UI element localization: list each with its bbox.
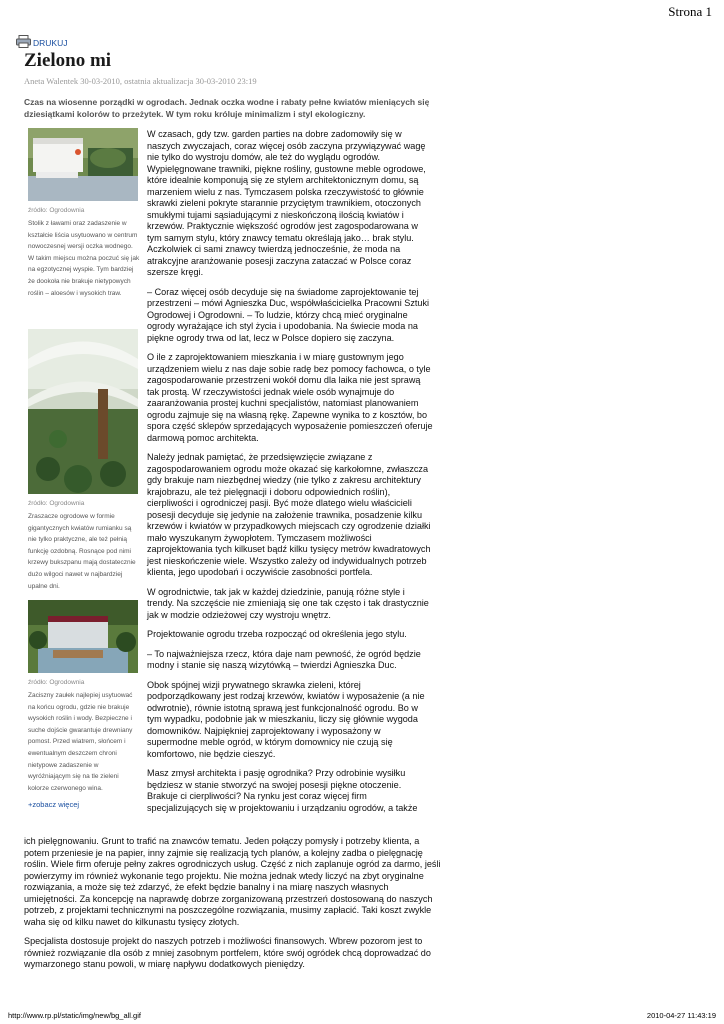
photo-source: źródło: Ogrodownia	[28, 679, 85, 686]
sidebar-figure-1	[28, 128, 140, 299]
see-more-link[interactable]: +zobacz więcej	[28, 800, 80, 810]
garden-photo-1	[28, 128, 138, 201]
article-paragraph: W czasach, gdy tzw. garden parties na dobre zadomowiły się w naszych zwyczajach, coraz więcej osób zaczyna przywiązywać wagę nie tylko do wystroju domów, ale też do wyglądu ogrodów. Wypielęgnowane trawniki, piękne rośliny, gustowne meble ogrodowe, które idealnie komponują się ze stylem architektonicznym domu, są marzeniem wielu z nas. Tymczasem polska rzeczywistość to głównie skrawki zieleni pokryte starannie przyciętym trawnikiem, otoczonych smukłymi tujami sąsiadującymi z nieskończoną ilością kwiatów i krzewów. Praktycznie większość ogrodów jest zagospodarowana w tym samym stylu, który znawcy tematu określają jako… brak stylu. Aczkolwiek ci sami znawcy twierdzą jednocześnie, że moda na atrakcyjne aranżowanie posesji zaczyna zataczać w Polsce coraz szersze kręgi.	[147, 129, 426, 277]
article-paragraph: Należy jednak pamiętać, że przedsięwzięcie związane z zagospodarowaniem ogrodu może okazać się karkołomne, zwłaszcza gdy brakuje nam niezbędnej wiedzy (nie tylko z zakresu architektury krajobrazu, ale też pielęgnacji i doboru odpowiednich roślin), cierpliwości i ogrodniczej pasji. Być może dlatego wielu właścicieli posesji decyduje się jedynie na założenie trawnika, posadzenie kilku krzewów i kwiatów w przypadkowych miejscach czy ogrodzenie działki mało wyszukanym żywopłotem. Tymczasem możliwości zaprojektowania tych kilkuset bądź kilku tysięcy metrów kwadratowych jest nieskończenie wiele. Wszystko zależy od indywidualnych potrzeb klienta, jego upodobań i oczywiście zasobności portfela.	[147, 452, 431, 577]
photo-caption: Zraszacze ogrodowe w formie gigantycznych kwiatów rumianku są nie tylko praktyczne, ale też pełnią funkcję ozdobną. Rosnące pod nimi krzewy bukszpanu mają dostatecznie dużo wilgoci nawet w najbardziej upalne dni.	[28, 513, 136, 590]
print-button[interactable]	[16, 35, 67, 48]
article-paragraph: ich pielęgnowaniu. Grunt to trafić na znawców tematu. Jeden połączy pomysły i potrzeby klienta, a potem przeniesie je na papier, inny zajmie się realizacją tych planów, a kolejny zadba o pielęgnację roślin. Wiele firm oferuje pełny zakres ogrodniczych usług. Część z nich zaplanuje ogród za darmo, jeśli powierzymy im również wykonanie tego projektu. Nie można jednak wtedy liczyć na zbyt oryginalne rozwiązania, a może się też zdarzyć, że efekt będzie banalny i na miarę naszych własnych umiejętności. Za koncepcję na naprawdę dobrze zorganizowaną przestrzeń dostosowaną do naszych potrzeb, z projektami technicznymi na poszczególne rozwiązania, musimy zapłacić. Taki koszt zwykle waha się od kilku nawet do kilkunastu tysięcy złotych.	[24, 836, 441, 927]
garden-photo-3	[28, 600, 138, 673]
article-paragraph: – To najważniejsza rzecz, która daje nam pewność, że ogród będzie modny i stanie się naszą wizytówką – twierdzi Agnieszka Duc.	[147, 648, 421, 670]
article-paragraph: – Coraz więcej osób decyduje się na świadome zaprojektowanie tej przestrzeni – mówi Agnieszka Duc, współwłaścicielka Pracowni Sztuki Ogrodowej i Ogrodowni. – To ludzie, którzy chcą mieć oryginalne ogrody wyrażające ich styl życia i upodobania. Na świecie moda na piękne ogrody trwa od lat, lecz w Polsce dopiero się zaczyna.	[147, 286, 430, 343]
sidebar-figure-2	[28, 329, 140, 592]
article-paragraph: Obok spójnej wizji prywatnego skrawka zieleni, której podporządkowany jest rodzaj krzewów, kwiatów i wyposażenie (a nie odwrotnie), równie istotną sprawą jest funkcjonalność ogrodu. Bo w tym wypadku, podobnie jak w mieszkaniu, liczy się głównie wygoda domowników. Najpiękniej zaprojektowany i wyposażony w supermodne meble ogród, w którym domownicy nie czują się komfortowo, nie będzie cieszyć.	[147, 679, 425, 759]
article-paragraph: W ogrodnictwie, tak jak w każdej dziedzinie, panują różne style i trendy. Na szczęście nie zmieniają się one tak często i tak drastycznie jak w modzie odzieżowej czy wystroju wnętrz.	[147, 586, 429, 620]
article-paragraph: Projektowanie ogrodu trzeba rozpocząć od określenia jego stylu.	[147, 629, 407, 639]
article-byline: Aneta Walentek 30-03-2010, ostatnia aktualizacja 30-03-2010 23:19	[24, 76, 257, 86]
print-label: DRUKUJ	[33, 38, 68, 48]
photo-caption: Stolik z ławami oraz zadaszenie w kształcie liścia usytuowano w centrum nowoczesnej wersji oczka wodnego. W takim miejscu można poczuć się jak na egzotycznej wyspie. Tym bardziej że dookoła nie brakuje nietypowych roślin – aloesów i wysokich traw.	[28, 220, 140, 297]
photo-source: źródło: Ogrodownia	[28, 207, 85, 214]
article-paragraph: Specjalista dostosuje projekt do naszych potrzeb i możliwości finansowych. Wbrew pozorom jest to również rozwiązanie dla osób z mniej zasobnym portfelem, które swój ogródek chcą doprowadzać do wymarzonego stanu powoli, w miarę napływu dodatkowych pieniędzy.	[24, 936, 431, 969]
article-title: Zielono mi	[24, 50, 112, 71]
article-body-wide	[24, 836, 444, 979]
page-number: Strona 1	[668, 4, 712, 19]
printer-icon	[16, 35, 31, 48]
photo-source: źródło: Ogrodownia	[28, 500, 85, 507]
article-body-column	[147, 129, 433, 814]
article-paragraph: Masz zmysł architekta i pasję ogrodnika? Przy odrobinie wysiłku będziesz w stanie stworzyć na swojej posesji piękne otoczenie. Brakuje ci cierpliwości? Na rynku jest coraz więcej firm specjalizujących się w projektowaniu i urządzaniu ogrodów, a także	[147, 768, 418, 813]
photo-caption: Zaciszny zaułek najlepiej usytuować na końcu ogrodu, gdzie nie brakuje wysokich roślin i wody. Bezpieczne i suche dojście gwarantuje drewniany pomost. Przed wiatrem, słońcem i ewentualnym deszczem chroni nietypowe zadaszenie w wyróżniającym się na tle zieleni kolorze czerwonego wina.	[28, 692, 133, 792]
article-lead: Czas na wiosenne porządki w ogrodach. Jednak oczka wodne i rabaty pełne kwiatów mieniących się dziesiątkami kolorów to przeżytek. W tym roku króluje minimalizm i styl ekologiczny.	[24, 97, 430, 119]
sidebar-figure-3	[28, 600, 140, 809]
footer-datetime: 2010-04-27 11:43:19	[646, 1011, 716, 1020]
garden-photo-2	[28, 329, 138, 494]
footer-url: http://www.rp.pl/static/img/new/bg_all.gif	[8, 1011, 141, 1020]
article-paragraph: O ile z zaprojektowaniem mieszkania i w miarę gustownym jego urządzeniem wielu z nas daje sobie radę bez pomocy fachowca, o tyle zagospodarowanie przestrzeni wokół domu dla laika nie jest sprawą tak prostą. W rzeczywistości jednak wiele osób wynajmuje do zaaranżowania prostej kuchni specjalistów, natomiast planowaniem ogrodu zajmuje się na własną rękę. Zapewne wynika to z kosztów, bo spora część sklepów sprzedających wyposażenie pomieszczeń oferuje darmową pomoc architekta.	[147, 352, 433, 443]
